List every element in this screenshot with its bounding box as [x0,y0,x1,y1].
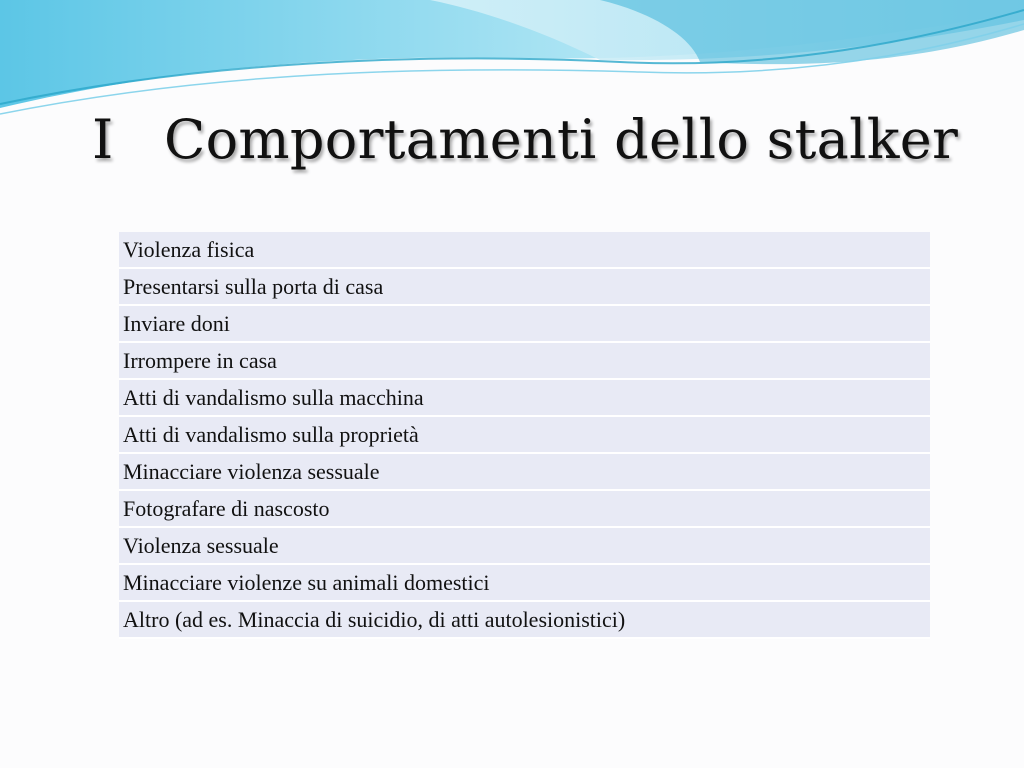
table-cell: Minacciare violenza sessuale [119,453,930,490]
table-row [119,379,930,416]
table-row [119,564,930,601]
page-title [92,100,958,180]
table-row [119,232,930,268]
title-number: I [92,108,114,171]
table-row [119,268,930,305]
table-cell: Violenza fisica [119,232,930,268]
table-cell: Violenza sessuale [119,527,930,564]
table-cell: Inviare doni [119,305,930,342]
table-cell: Minacciare violenze su animali domestici [119,564,930,601]
table-cell: Altro (ad es. Minaccia di suicidio, di atti autolesionistici) [119,601,930,638]
table-row [119,601,930,638]
table-cell: Fotografare di nascosto [119,490,930,527]
table-cell: Presentarsi sulla porta di casa [119,268,930,305]
table-row [119,342,930,379]
table-cell: Irrompere in casa [119,342,930,379]
table-row [119,490,930,527]
table-row [119,305,930,342]
behaviors-table [119,232,930,639]
table-row [119,453,930,490]
table-cell: Atti di vandalismo sulla proprietà [119,416,930,453]
table-cell: Atti di vandalismo sulla macchina [119,379,930,416]
title-text: Comportamenti dello stalker [164,108,959,171]
table-row [119,527,930,564]
table-row [119,416,930,453]
